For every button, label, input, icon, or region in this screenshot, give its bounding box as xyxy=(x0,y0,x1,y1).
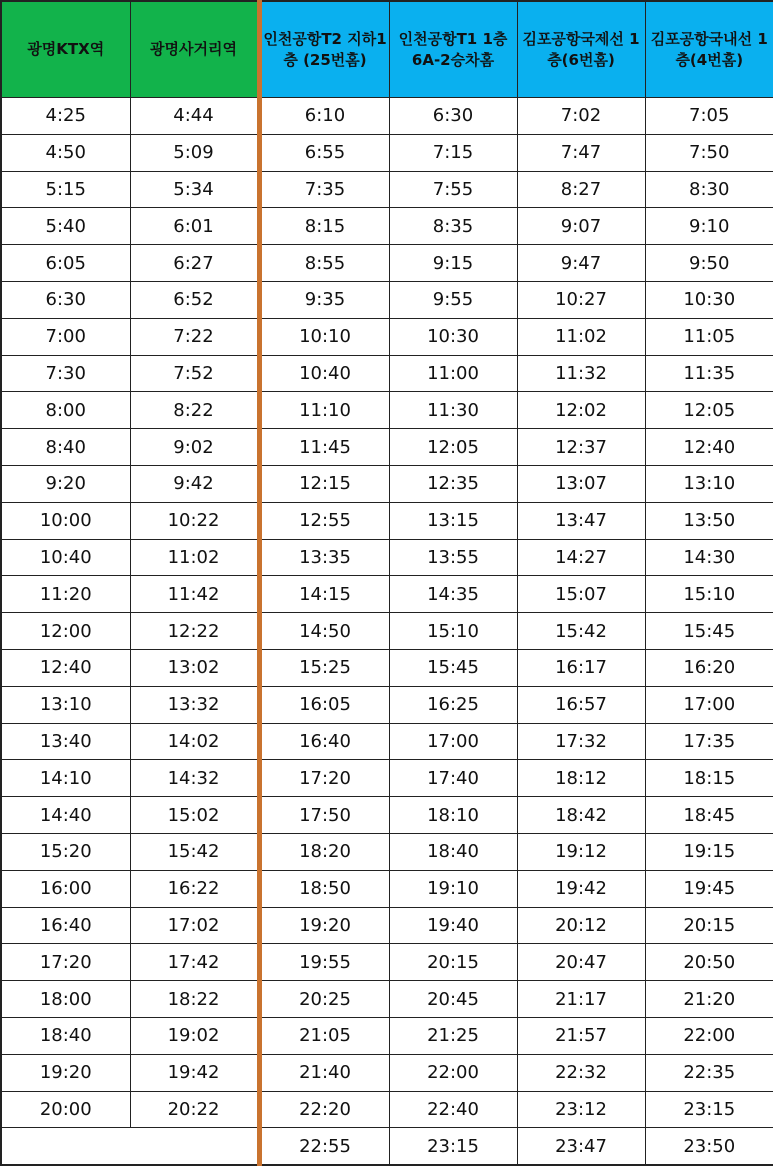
table-cell: 22:20 xyxy=(259,1091,389,1128)
table-cell: 13:50 xyxy=(645,502,773,539)
table-cell: 13:35 xyxy=(259,539,389,576)
table-cell: 6:05 xyxy=(1,245,130,282)
table-cell: 15:45 xyxy=(389,649,517,686)
table-cell: 23:12 xyxy=(517,1091,645,1128)
table-cell: 9:15 xyxy=(389,245,517,282)
table-cell: 14:35 xyxy=(389,576,517,613)
table-cell: 23:15 xyxy=(645,1091,773,1128)
header-row xyxy=(1,1,773,98)
table-cell: 18:45 xyxy=(645,797,773,834)
header-gimpo-domestic: 김포공항국내선 1층(4번홈) xyxy=(645,1,773,98)
table-cell: 13:02 xyxy=(130,649,259,686)
table-cell: 22:55 xyxy=(259,1128,389,1165)
table-cell: 16:40 xyxy=(1,907,130,944)
table-cell: 17:42 xyxy=(130,944,259,981)
table-cell: 22:32 xyxy=(517,1054,645,1091)
table-row xyxy=(1,833,773,870)
table-cell: 5:09 xyxy=(130,134,259,171)
table-cell: 5:34 xyxy=(130,171,259,208)
table-cell: 10:30 xyxy=(389,318,517,355)
table-cell: 16:25 xyxy=(389,686,517,723)
table-cell: 8:15 xyxy=(259,208,389,245)
table-row xyxy=(1,318,773,355)
table-cell: 7:47 xyxy=(517,134,645,171)
table-cell: 12:15 xyxy=(259,465,389,502)
table-cell: 19:20 xyxy=(1,1054,130,1091)
table-row xyxy=(1,1128,773,1165)
table-cell: 12:40 xyxy=(1,649,130,686)
table-cell: 8:35 xyxy=(389,208,517,245)
table-row xyxy=(1,502,773,539)
table-cell: 19:20 xyxy=(259,907,389,944)
table-row xyxy=(1,245,773,282)
table-cell: 14:27 xyxy=(517,539,645,576)
table-cell: 11:00 xyxy=(389,355,517,392)
table-cell: 11:20 xyxy=(1,576,130,613)
table-cell: 19:45 xyxy=(645,870,773,907)
table-cell: 22:00 xyxy=(389,1054,517,1091)
table-cell: 6:52 xyxy=(130,281,259,318)
table-cell: 15:07 xyxy=(517,576,645,613)
table-cell: 9:10 xyxy=(645,208,773,245)
table-row xyxy=(1,392,773,429)
table-cell: 12:40 xyxy=(645,429,773,466)
table-row xyxy=(1,208,773,245)
table-cell: 23:50 xyxy=(645,1128,773,1165)
table-cell: 10:40 xyxy=(259,355,389,392)
table-cell: 14:32 xyxy=(130,760,259,797)
table-cell: 9:42 xyxy=(130,465,259,502)
table-cell: 7:22 xyxy=(130,318,259,355)
table-row xyxy=(1,613,773,650)
table-cell: 11:42 xyxy=(130,576,259,613)
table-cell: 10:00 xyxy=(1,502,130,539)
table-cell: 13:15 xyxy=(389,502,517,539)
table-cell: 17:20 xyxy=(259,760,389,797)
table-row xyxy=(1,1091,773,1128)
table-cell: 18:10 xyxy=(389,797,517,834)
table-cell: 23:15 xyxy=(389,1128,517,1165)
table-row xyxy=(1,1017,773,1054)
table-cell: 13:32 xyxy=(130,686,259,723)
table-cell: 19:40 xyxy=(389,907,517,944)
table-cell: 22:00 xyxy=(645,1017,773,1054)
table-cell: 17:00 xyxy=(389,723,517,760)
table-cell: 10:40 xyxy=(1,539,130,576)
timetable-body xyxy=(1,98,773,1166)
table-cell: 4:44 xyxy=(130,98,259,135)
table-row xyxy=(1,797,773,834)
table-cell: 12:55 xyxy=(259,502,389,539)
table-row xyxy=(1,760,773,797)
table-cell: 9:47 xyxy=(517,245,645,282)
table-cell: 18:00 xyxy=(1,981,130,1018)
table-cell: 9:55 xyxy=(389,281,517,318)
table-cell: 16:17 xyxy=(517,649,645,686)
table-cell: 9:20 xyxy=(1,465,130,502)
table-cell: 9:02 xyxy=(130,429,259,466)
table-cell: 20:15 xyxy=(645,907,773,944)
table-cell: 16:05 xyxy=(259,686,389,723)
table-row xyxy=(1,576,773,613)
table-cell: 18:20 xyxy=(259,833,389,870)
table-cell: 19:02 xyxy=(130,1017,259,1054)
table-cell: 21:40 xyxy=(259,1054,389,1091)
table-cell: 15:10 xyxy=(389,613,517,650)
table-cell: 17:02 xyxy=(130,907,259,944)
table-cell: 13:55 xyxy=(389,539,517,576)
table-cell: 13:10 xyxy=(645,465,773,502)
table-cell: 20:00 xyxy=(1,1091,130,1128)
table-cell: 6:27 xyxy=(130,245,259,282)
table-row xyxy=(1,281,773,318)
table-cell: 21:25 xyxy=(389,1017,517,1054)
table-cell: 8:30 xyxy=(645,171,773,208)
header-incheon-t1: 인천공항T1 1층 6A-2승차홈 xyxy=(389,1,517,98)
table-cell: 18:12 xyxy=(517,760,645,797)
table-cell: 19:42 xyxy=(517,870,645,907)
table-row xyxy=(1,465,773,502)
table-cell: 19:55 xyxy=(259,944,389,981)
table-cell: 14:40 xyxy=(1,797,130,834)
table-cell: 18:22 xyxy=(130,981,259,1018)
table-cell: 19:15 xyxy=(645,833,773,870)
table-cell: 17:40 xyxy=(389,760,517,797)
table-cell: 20:15 xyxy=(389,944,517,981)
table-cell: 21:05 xyxy=(259,1017,389,1054)
table-cell: 14:02 xyxy=(130,723,259,760)
table-cell: 4:25 xyxy=(1,98,130,135)
table-cell: 11:30 xyxy=(389,392,517,429)
table-row xyxy=(1,355,773,392)
table-row xyxy=(1,723,773,760)
table-cell: 14:30 xyxy=(645,539,773,576)
table-cell: 5:40 xyxy=(1,208,130,245)
table-cell xyxy=(1,1128,259,1165)
table-cell: 8:22 xyxy=(130,392,259,429)
table-cell: 22:35 xyxy=(645,1054,773,1091)
table-cell: 19:42 xyxy=(130,1054,259,1091)
table-cell: 13:47 xyxy=(517,502,645,539)
table-cell: 16:00 xyxy=(1,870,130,907)
header-gwangmyeong-sageori: 광명사거리역 xyxy=(130,1,259,98)
table-cell: 22:40 xyxy=(389,1091,517,1128)
table-cell: 12:05 xyxy=(389,429,517,466)
table-cell: 21:17 xyxy=(517,981,645,1018)
table-cell: 17:50 xyxy=(259,797,389,834)
table-cell: 6:01 xyxy=(130,208,259,245)
table-cell: 19:10 xyxy=(389,870,517,907)
table-cell: 20:12 xyxy=(517,907,645,944)
table-cell: 20:22 xyxy=(130,1091,259,1128)
table-cell: 6:10 xyxy=(259,98,389,135)
table-cell: 10:30 xyxy=(645,281,773,318)
table-cell: 15:42 xyxy=(517,613,645,650)
header-incheon-t2: 인천공항T2 지하1층 (25번홈) xyxy=(259,1,389,98)
table-cell: 15:02 xyxy=(130,797,259,834)
table-row xyxy=(1,1054,773,1091)
table-cell: 18:42 xyxy=(517,797,645,834)
table-cell: 20:25 xyxy=(259,981,389,1018)
table-cell: 13:10 xyxy=(1,686,130,723)
table-cell: 17:35 xyxy=(645,723,773,760)
table-cell: 20:50 xyxy=(645,944,773,981)
table-row xyxy=(1,98,773,135)
table-cell: 11:02 xyxy=(517,318,645,355)
table-cell: 7:05 xyxy=(645,98,773,135)
table-cell: 12:35 xyxy=(389,465,517,502)
table-cell: 11:45 xyxy=(259,429,389,466)
table-cell: 16:57 xyxy=(517,686,645,723)
table-cell: 10:27 xyxy=(517,281,645,318)
table-row xyxy=(1,171,773,208)
table-cell: 10:10 xyxy=(259,318,389,355)
table-cell: 14:15 xyxy=(259,576,389,613)
table-cell: 12:05 xyxy=(645,392,773,429)
table-cell: 10:22 xyxy=(130,502,259,539)
table-cell: 5:15 xyxy=(1,171,130,208)
table-row xyxy=(1,981,773,1018)
table-cell: 16:40 xyxy=(259,723,389,760)
table-cell: 11:02 xyxy=(130,539,259,576)
table-row xyxy=(1,649,773,686)
table-cell: 20:47 xyxy=(517,944,645,981)
table-cell: 12:37 xyxy=(517,429,645,466)
table-row xyxy=(1,944,773,981)
table-cell: 19:12 xyxy=(517,833,645,870)
table-cell: 6:30 xyxy=(1,281,130,318)
table-cell: 15:42 xyxy=(130,833,259,870)
table-cell: 11:10 xyxy=(259,392,389,429)
table-cell: 11:35 xyxy=(645,355,773,392)
table-cell: 9:50 xyxy=(645,245,773,282)
table-cell: 13:40 xyxy=(1,723,130,760)
table-cell: 17:20 xyxy=(1,944,130,981)
table-cell: 8:40 xyxy=(1,429,130,466)
table-cell: 15:10 xyxy=(645,576,773,613)
table-cell: 8:00 xyxy=(1,392,130,429)
table-cell: 7:35 xyxy=(259,171,389,208)
table-row xyxy=(1,870,773,907)
table-row xyxy=(1,907,773,944)
table-cell: 12:00 xyxy=(1,613,130,650)
table-cell: 17:32 xyxy=(517,723,645,760)
table-row xyxy=(1,429,773,466)
table-cell: 15:25 xyxy=(259,649,389,686)
table-cell: 7:50 xyxy=(645,134,773,171)
table-cell: 8:55 xyxy=(259,245,389,282)
table-cell: 7:55 xyxy=(389,171,517,208)
table-cell: 8:27 xyxy=(517,171,645,208)
table-cell: 20:45 xyxy=(389,981,517,1018)
table-cell: 12:02 xyxy=(517,392,645,429)
table-cell: 7:02 xyxy=(517,98,645,135)
table-cell: 14:10 xyxy=(1,760,130,797)
table-cell: 23:47 xyxy=(517,1128,645,1165)
table-cell: 11:05 xyxy=(645,318,773,355)
table-cell: 18:50 xyxy=(259,870,389,907)
table-cell: 6:30 xyxy=(389,98,517,135)
table-cell: 18:15 xyxy=(645,760,773,797)
header-gwangmyeong-ktx: 광명KTX역 xyxy=(1,1,130,98)
table-cell: 7:30 xyxy=(1,355,130,392)
table-cell: 21:57 xyxy=(517,1017,645,1054)
table-cell: 7:52 xyxy=(130,355,259,392)
table-cell: 17:00 xyxy=(645,686,773,723)
table-cell: 16:22 xyxy=(130,870,259,907)
table-cell: 9:35 xyxy=(259,281,389,318)
table-cell: 6:55 xyxy=(259,134,389,171)
table-cell: 15:20 xyxy=(1,833,130,870)
table-row xyxy=(1,539,773,576)
header-gimpo-international: 김포공항국제선 1층(6번홈) xyxy=(517,1,645,98)
table-cell: 18:40 xyxy=(1,1017,130,1054)
table-cell: 18:40 xyxy=(389,833,517,870)
table-cell: 16:20 xyxy=(645,649,773,686)
table-row xyxy=(1,134,773,171)
table-cell: 7:15 xyxy=(389,134,517,171)
table-cell: 4:50 xyxy=(1,134,130,171)
table-cell: 14:50 xyxy=(259,613,389,650)
table-cell: 21:20 xyxy=(645,981,773,1018)
table-cell: 9:07 xyxy=(517,208,645,245)
table-cell: 12:22 xyxy=(130,613,259,650)
table-cell: 11:32 xyxy=(517,355,645,392)
table-cell: 15:45 xyxy=(645,613,773,650)
table-row xyxy=(1,686,773,723)
table-cell: 7:00 xyxy=(1,318,130,355)
table-cell: 13:07 xyxy=(517,465,645,502)
